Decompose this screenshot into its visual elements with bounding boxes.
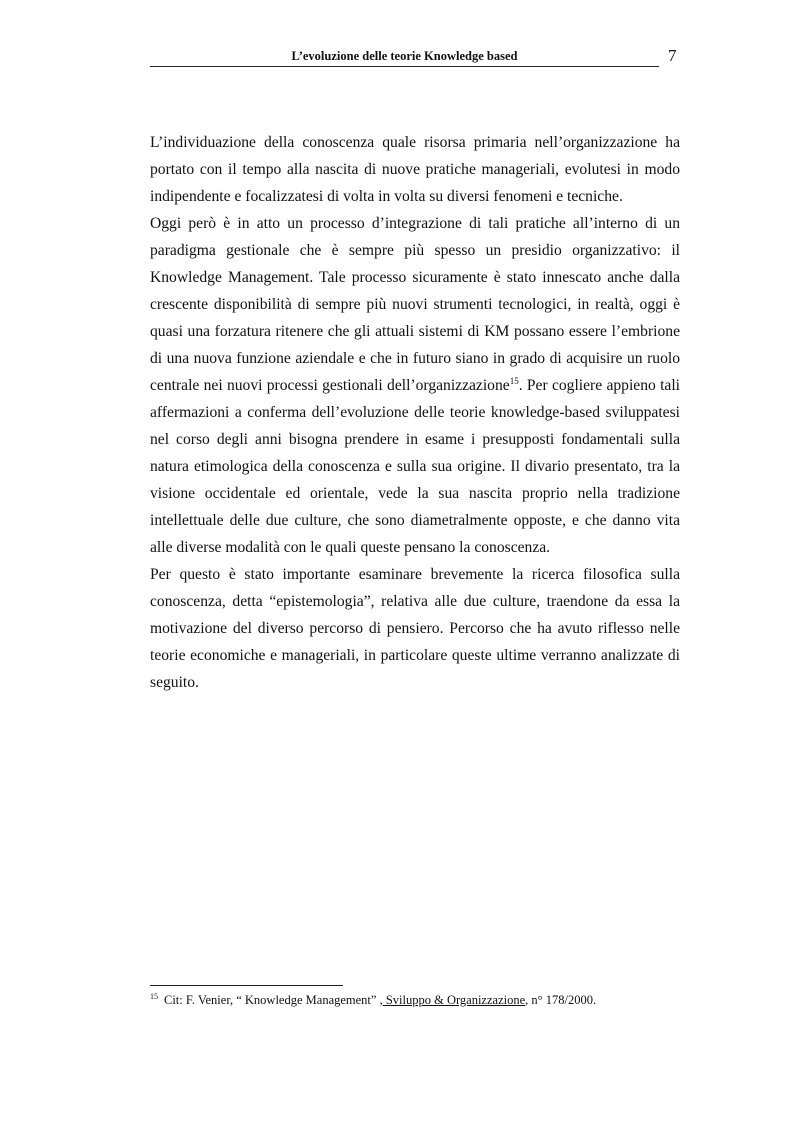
page-number: 7 [668,46,677,65]
header-title: L’evoluzione delle teorie Knowledge based [291,49,518,63]
footnote-number: 15 [150,992,158,1001]
footnote [150,992,680,1008]
running-header [150,46,659,67]
footnote-citation: Cit: F. Venier, “ Knowledge Management” , [164,993,383,1007]
main-text [150,129,680,696]
paragraph-2 [150,210,680,561]
paragraph-2-text-b: . Per cogliere appieno tali affermazioni a conferma dell’evoluzione delle teorie knowledge-based sviluppatesi nel corso degli anni bisogna prendere in esame i presupposti fondamentali sulla natura etimologica della conoscenza e sulla sua origine. Il divario presentato, tra la visione occidentale ed orientale, vede la sua nascita proprio nella tradizione intellettuale delle due culture, che sono diametralmente opposte, e che danno vita alle diverse modalità con le quali queste pensano la conoscenza. [150,377,680,556]
footnote-reference[interactable]: 15 [509,376,519,386]
footnote-source-title: Sviluppo & Organizzazione [382,993,526,1007]
paragraph-3: Per questo è stato importante esaminare brevemente la ricerca filosofica sulla conoscenza, detta “epistemologia”, relativa alle due culture, traendone da essa la motivazione del diverso percorso di pensiero. Percorso che ha avuto riflesso nelle teorie economiche e manageriali, in particolare queste ultime verranno analizzate di seguito. [150,566,680,691]
footnote-issue: , n° 178/2000. [525,993,597,1007]
paragraph-1: L’individuazione della conoscenza quale risorsa primaria nell’organizzazione ha portato con il tempo alla nascita di nuove pratiche manageriali, evolutesi in modo indipendente e focalizzatesi di volta in volta su diversi fenomeni e tecniche. [150,134,680,205]
footnote-divider [150,985,343,986]
paragraph-2-text-a: Oggi però è in atto un processo d’integrazione di tali pratiche all’interno di un paradigma gestionale che è sempre più spesso un presidio organizzativo: il Knowledge Management. Tale processo sicuramente è stato innescato anche dalla crescente disponibilità di sempre più nuovi strumenti tecnologici, in realtà, oggi è quasi una forzatura ritenere che gli attuali sistemi di KM possano essere l’embrione di una nuova funzione aziendale e che in futuro siano in grado di acquisire un ruolo centrale nei nuovi processi gestionali dell’organizzazione [150,215,680,394]
